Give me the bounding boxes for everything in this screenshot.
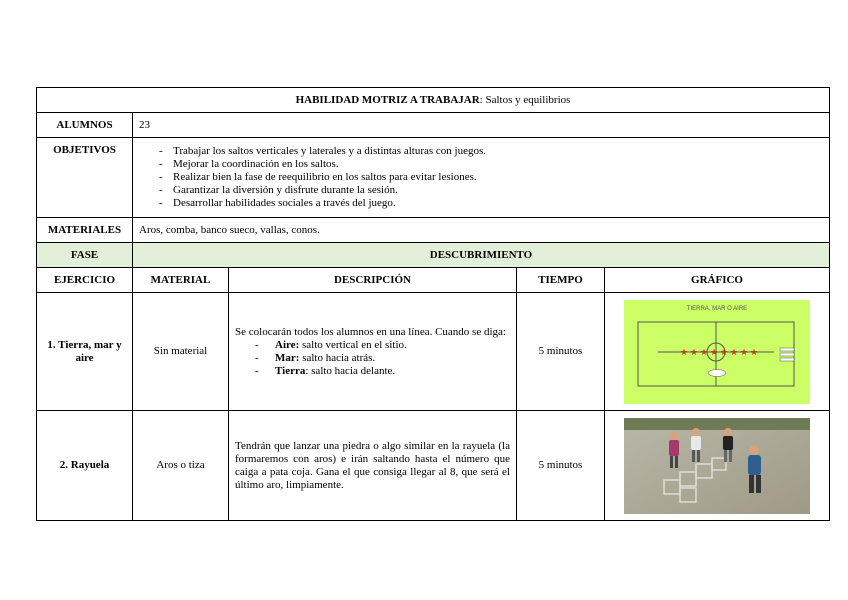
row1-list bbox=[235, 339, 510, 378]
fase-value: DESCUBRIMIENTO bbox=[133, 243, 830, 268]
row1-descripcion bbox=[229, 293, 517, 411]
col-header-ejercicio: EJERCICIO bbox=[37, 268, 133, 293]
row1-ejercicio: 1. Tierra, mar y aire bbox=[37, 293, 133, 411]
col-header-material: MATERIAL bbox=[133, 268, 229, 293]
row1-tiempo: 5 minutos bbox=[517, 293, 605, 411]
list-item bbox=[255, 352, 510, 365]
player-star-icon: ★ bbox=[699, 347, 709, 358]
label-box bbox=[780, 358, 794, 361]
materiales-value: Aros, comba, banco sueco, vallas, conos. bbox=[133, 218, 830, 243]
objetivos-list bbox=[139, 145, 823, 210]
list-item: - Mejorar la coordinación en los saltos. bbox=[159, 158, 823, 171]
list-item bbox=[255, 365, 510, 378]
player-star-icon: ★ bbox=[679, 347, 689, 358]
row2-ejercicio: 2. Rayuela bbox=[37, 411, 133, 521]
title-label: HABILIDAD MOTRIZ A TRABAJAR bbox=[295, 93, 480, 106]
term-text: salto vertical en el sitio. bbox=[299, 338, 407, 351]
list-item: - Desarrollar habilidades sociales a través del juego. bbox=[159, 197, 823, 210]
term: Tierra bbox=[275, 364, 306, 377]
player-star-icon: ★ bbox=[689, 347, 699, 358]
session-plan-table bbox=[36, 87, 830, 521]
table-row bbox=[37, 411, 830, 521]
col-header-tiempo: TIEMPO bbox=[517, 268, 605, 293]
player-star-icon: ★ bbox=[719, 347, 729, 358]
materiales-label: MATERIALES bbox=[37, 218, 133, 243]
row2-grafico bbox=[605, 411, 830, 521]
row2-tiempo: 5 minutos bbox=[517, 411, 605, 521]
term-text: salto hacia atrás. bbox=[299, 351, 376, 364]
fase-label: FASE bbox=[37, 243, 133, 268]
row1-material: Sin material bbox=[133, 293, 229, 411]
player-star-icon: ★ bbox=[729, 347, 739, 358]
ground bbox=[624, 418, 810, 514]
alumnos-value: 23 bbox=[133, 113, 830, 138]
label-box bbox=[780, 348, 794, 351]
objetivos-cell bbox=[133, 138, 830, 218]
list-item bbox=[255, 339, 510, 352]
list-item: - Trabajar los saltos verticales y laterales y a distintas alturas con juegos. bbox=[159, 145, 823, 158]
list-item: - Garantizar la diversión y disfrute durante la sesión. bbox=[159, 184, 823, 197]
term: Aire: bbox=[275, 338, 300, 351]
player-star-icon: ★ bbox=[749, 347, 759, 358]
label-box bbox=[780, 353, 794, 356]
grass-strip bbox=[624, 418, 810, 430]
term: Mar: bbox=[275, 351, 300, 364]
term-text: : salto hacia delante. bbox=[305, 364, 396, 377]
title-value: : Saltos y equilibrios bbox=[479, 93, 571, 106]
field-diagram bbox=[624, 300, 810, 404]
alumnos-label: ALUMNOS bbox=[37, 113, 133, 138]
row1-intro: Se colocarán todos los alumnos en una línea. Cuando se diga: bbox=[235, 325, 506, 338]
player-star-icon: ★ bbox=[739, 347, 749, 358]
player-star-icon: ★ bbox=[709, 347, 719, 358]
table-title bbox=[37, 88, 830, 113]
col-header-grafico: GRÁFICO bbox=[605, 268, 830, 293]
table-row bbox=[37, 293, 830, 411]
objetivos-label: OBJETIVOS bbox=[37, 138, 133, 218]
hopscotch-photo bbox=[624, 418, 810, 514]
row1-grafico bbox=[605, 293, 830, 411]
diagram-title: TIERRA, MAR O AIRE bbox=[686, 305, 748, 312]
row2-material: Aros o tiza bbox=[133, 411, 229, 521]
row2-descripcion: Tendrán que lanzar una piedra o algo similar en la rayuela (la formaremos con aros) e irán saltando hasta el número que caiga a pata coja. Gana el que consiga llegar al 8, que será el último aro, limpiamente. bbox=[229, 411, 517, 521]
teacher-marker bbox=[708, 369, 726, 376]
col-header-descripcion: DESCRIPCIÓN bbox=[229, 268, 517, 293]
list-item: - Realizar bien la fase de reequilibrio en los saltos para evitar lesiones. bbox=[159, 171, 823, 184]
